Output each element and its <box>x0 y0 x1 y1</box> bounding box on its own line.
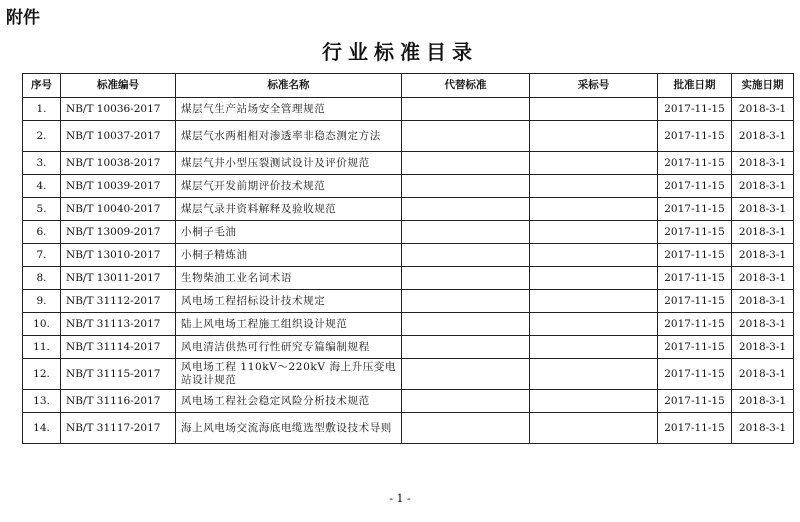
cell-approved: 2017-11-15 <box>658 221 732 244</box>
cell-effective: 2018-3-1 <box>732 121 794 152</box>
cell-name: 小桐子毛油 <box>176 221 402 244</box>
cell-adopted <box>530 267 658 290</box>
cell-no: 10. <box>23 313 61 336</box>
table-body <box>23 98 794 444</box>
cell-name: 陆上风电场工程施工组织设计规范 <box>176 313 402 336</box>
cell-effective: 2018-3-1 <box>732 198 794 221</box>
cell-approved: 2017-11-15 <box>658 198 732 221</box>
cell-effective: 2018-3-1 <box>732 221 794 244</box>
cell-name: 小桐子精炼油 <box>176 244 402 267</box>
cell-adopted <box>530 390 658 413</box>
column-header-adopted: 采标号 <box>530 74 658 98</box>
page-number: - 1 - <box>389 492 411 505</box>
cell-effective: 2018-3-1 <box>732 413 794 444</box>
cell-no: 8. <box>23 267 61 290</box>
cell-code: NB/T 10039-2017 <box>61 175 176 198</box>
cell-code: NB/T 10037-2017 <box>61 121 176 152</box>
cell-effective: 2018-3-1 <box>732 390 794 413</box>
cell-code: NB/T 31116-2017 <box>61 390 176 413</box>
cell-name: 煤层气录井资料解释及验收规范 <box>176 198 402 221</box>
cell-name: 煤层气井小型压裂测试设计及评价规范 <box>176 152 402 175</box>
column-header-approved: 批准日期 <box>658 74 732 98</box>
cell-adopted <box>530 313 658 336</box>
cell-code: NB/T 31117-2017 <box>61 413 176 444</box>
table-row <box>23 336 794 359</box>
cell-no: 11. <box>23 336 61 359</box>
table-row <box>23 413 794 444</box>
cell-adopted <box>530 359 658 390</box>
column-header-no: 序号 <box>23 74 61 98</box>
cell-approved: 2017-11-15 <box>658 359 732 390</box>
cell-effective: 2018-3-1 <box>732 98 794 121</box>
cell-effective: 2018-3-1 <box>732 152 794 175</box>
cell-name: 风电场工程 110kV～220kV 海上升压变电站设计规范 <box>176 359 402 390</box>
cell-effective: 2018-3-1 <box>732 359 794 390</box>
column-header-name: 标准名称 <box>176 74 402 98</box>
page-title: 行业标准目录 <box>322 40 478 64</box>
table-row <box>23 359 794 390</box>
table-row <box>23 221 794 244</box>
cell-code: NB/T 31112-2017 <box>61 290 176 313</box>
cell-approved: 2017-11-15 <box>658 121 732 152</box>
cell-approved: 2017-11-15 <box>658 98 732 121</box>
cell-code: NB/T 13009-2017 <box>61 221 176 244</box>
header-row <box>23 74 794 98</box>
cell-replaces <box>402 359 530 390</box>
cell-adopted <box>530 290 658 313</box>
cell-no: 1. <box>23 98 61 121</box>
cell-replaces <box>402 413 530 444</box>
cell-no: 12. <box>23 359 61 390</box>
cell-no: 3. <box>23 152 61 175</box>
cell-approved: 2017-11-15 <box>658 290 732 313</box>
cell-approved: 2017-11-15 <box>658 336 732 359</box>
cell-replaces <box>402 198 530 221</box>
cell-name: 煤层气开发前期评价技术规范 <box>176 175 402 198</box>
cell-no: 13. <box>23 390 61 413</box>
cell-replaces <box>402 336 530 359</box>
cell-adopted <box>530 336 658 359</box>
table-header <box>23 74 794 98</box>
cell-no: 7. <box>23 244 61 267</box>
cell-replaces <box>402 175 530 198</box>
cell-name: 风电清洁供热可行性研究专篇编制规程 <box>176 336 402 359</box>
cell-no: 2. <box>23 121 61 152</box>
cell-name: 煤层气水两相相对渗透率非稳态测定方法 <box>176 121 402 152</box>
cell-no: 14. <box>23 413 61 444</box>
cell-code: NB/T 10040-2017 <box>61 198 176 221</box>
cell-name: 海上风电场交流海底电缆选型敷设技术导则 <box>176 413 402 444</box>
cell-name: 风电场工程社会稳定风险分析技术规范 <box>176 390 402 413</box>
cell-code: NB/T 10038-2017 <box>61 152 176 175</box>
table-row <box>23 290 794 313</box>
column-header-effective: 实施日期 <box>732 74 794 98</box>
cell-no: 4. <box>23 175 61 198</box>
table-row <box>23 175 794 198</box>
table-row <box>23 198 794 221</box>
cell-code: NB/T 31114-2017 <box>61 336 176 359</box>
standards-table <box>22 73 794 444</box>
cell-approved: 2017-11-15 <box>658 175 732 198</box>
cell-replaces <box>402 267 530 290</box>
cell-replaces <box>402 121 530 152</box>
cell-approved: 2017-11-15 <box>658 313 732 336</box>
cell-effective: 2018-3-1 <box>732 267 794 290</box>
cell-effective: 2018-3-1 <box>732 290 794 313</box>
cell-name: 风电场工程招标设计技术规定 <box>176 290 402 313</box>
cell-adopted <box>530 152 658 175</box>
cell-effective: 2018-3-1 <box>732 175 794 198</box>
cell-adopted <box>530 198 658 221</box>
cell-adopted <box>530 413 658 444</box>
cell-code: NB/T 10036-2017 <box>61 98 176 121</box>
column-header-replaces: 代替标准 <box>402 74 530 98</box>
table-row <box>23 152 794 175</box>
cell-replaces <box>402 152 530 175</box>
cell-effective: 2018-3-1 <box>732 336 794 359</box>
cell-effective: 2018-3-1 <box>732 313 794 336</box>
table-row <box>23 313 794 336</box>
cell-no: 9. <box>23 290 61 313</box>
table-row <box>23 390 794 413</box>
cell-replaces <box>402 221 530 244</box>
cell-replaces <box>402 390 530 413</box>
table-row <box>23 121 794 152</box>
attachment-label: 附件 <box>6 8 40 28</box>
cell-effective: 2018-3-1 <box>732 244 794 267</box>
cell-adopted <box>530 244 658 267</box>
cell-name: 煤层气生产站场安全管理规范 <box>176 98 402 121</box>
cell-replaces <box>402 98 530 121</box>
cell-code: NB/T 31115-2017 <box>61 359 176 390</box>
cell-adopted <box>530 221 658 244</box>
cell-adopted <box>530 98 658 121</box>
cell-code: NB/T 31113-2017 <box>61 313 176 336</box>
table-row <box>23 267 794 290</box>
cell-name: 生物柴油工业名词术语 <box>176 267 402 290</box>
column-header-code: 标准编号 <box>61 74 176 98</box>
cell-no: 6. <box>23 221 61 244</box>
cell-adopted <box>530 175 658 198</box>
cell-no: 5. <box>23 198 61 221</box>
table-row <box>23 98 794 121</box>
cell-replaces <box>402 313 530 336</box>
cell-adopted <box>530 121 658 152</box>
cell-replaces <box>402 290 530 313</box>
cell-code: NB/T 13011-2017 <box>61 267 176 290</box>
cell-approved: 2017-11-15 <box>658 390 732 413</box>
cell-approved: 2017-11-15 <box>658 267 732 290</box>
table-row <box>23 244 794 267</box>
cell-approved: 2017-11-15 <box>658 413 732 444</box>
cell-approved: 2017-11-15 <box>658 244 732 267</box>
cell-approved: 2017-11-15 <box>658 152 732 175</box>
cell-replaces <box>402 244 530 267</box>
cell-code: NB/T 13010-2017 <box>61 244 176 267</box>
